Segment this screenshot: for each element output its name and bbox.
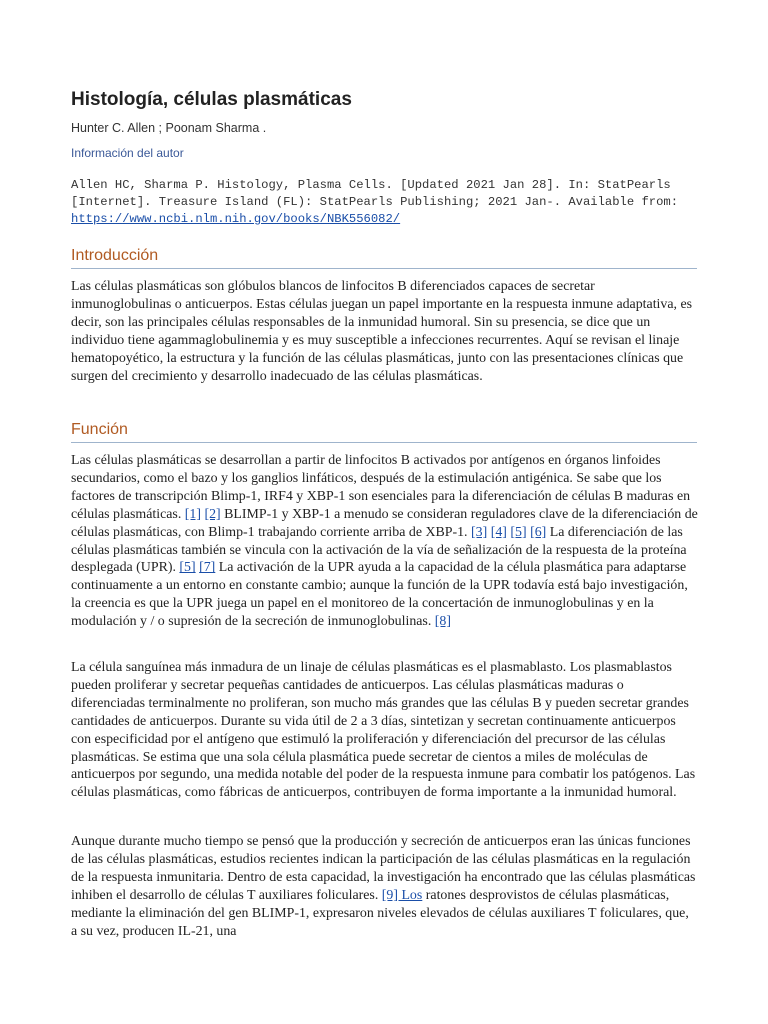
reference-link-7[interactable]: [7]	[199, 560, 216, 576]
paragraph-text: Aunque durante mucho tiempo se pensó que la producción y secreción de anticuerpos eran las únicas funciones de las células plasmáticas, estudios recientes indican la participación de las células plasmáticas en la regulación de la respuesta inmunitaria. Dentro de esta capacidad, la investigación ha encontrado que las células plasmáticas inhiben el desarrollo de células T auxiliares foliculares.	[71, 834, 696, 903]
author-info-link[interactable]: Información del autor	[71, 146, 184, 160]
reference-link-5[interactable]: [5]	[510, 524, 527, 540]
page-title: Histología, células plasmáticas	[71, 89, 352, 110]
paragraph-text: BLIMP-1 y XBP-1 a menudo se consideran reguladores clave de la diferenciación de células plasmáticas, con Blimp-1 trabajando corriente arriba de XBP-1.	[71, 506, 698, 540]
citation-block	[71, 177, 701, 228]
citation-line-1: Allen HC, Sharma P. Histology, Plasma Cells. [Updated 2021 Jan 28]. In: StatPearls	[71, 178, 671, 192]
reference-link-1[interactable]: [1]	[184, 506, 201, 522]
paragraph-text: Las células plasmáticas se desarrollan a partir de linfocitos B activados por antígenos en órganos linfoides secundarios, como el bazo y los ganglios linfáticos, después de la estimulación antigénica. Se sabe que los factores de transcripción Blimp-1, IRF4 y XBP-1 son esenciales para la diferenciación de células B maduras en células plasmáticas.	[71, 453, 691, 522]
paragraph-text: ratones desprovistos de células plasmáticas, mediante la eliminación del gen BLIMP-1, expresaron niveles elevados de células auxiliares T foliculares, que, a su vez, producen IL-21, una	[71, 887, 689, 939]
reference-link-4[interactable]: [4]	[490, 524, 507, 540]
paragraph-text: La diferenciación de las células plasmáticas también se vincula con la activación de la vía de señalización de la respuesta de la proteína desplegada (UPR).	[71, 524, 687, 576]
reference-link-2[interactable]: [2]	[204, 506, 221, 522]
reference-link-3[interactable]: [3]	[471, 524, 488, 540]
funcion-paragraph-2: La célula sanguínea más inmadura de un linaje de células plasmáticas es el plasmablasto. Los plasmablastos pueden proliferar y secretar pequeñas cantidades de anticuerpos. Las células plasmáticas maduras o diferenciadas terminalmente no proliferan, son mucho más grandes que las células B y pueden secretar grandes cantidades de anticuerpos. Durante su vida útil de 2 a 3 días, sintetizan y secretan continuamente anticuerpos con especificidad por el antígeno que estimuló la proliferación y diferenciación del precursor de las células plasmáticas. Se estima que una sola célula plasmática puede secretar de cientos a miles de moléculas de anticuerpos por segundo, una medida notable del poder de la respuesta inmune para combatir los patógenos. Las células plasmáticas, como fábricas de anticuerpos, contribuyen de forma importante a la inmunidad humoral.	[71, 660, 696, 801]
section-heading-funcion: Función	[71, 421, 697, 443]
authors-line: Hunter C. Allen ; Poonam Sharma .	[71, 121, 267, 135]
intro-paragraph: Las células plasmáticas son glóbulos blancos de linfocitos B diferenciados capaces de secretar inmunoglobulinas o anticuerpos. Estas células juegan un papel importante en la respuesta inmune adaptativa, es decir, son las principales células responsables de la inmunidad humoral. Sin su presencia, se dice que un individuo tiene agammaglobulinemia y es muy susceptible a infecciones recurrentes. Aquí se revisan el linaje hematopoyético, la estructura y la función de las células plasmáticas, junto con las presentaciones clínicas que surgen del crecimiento y desarrollo inadecuado de las células plasmáticas.	[71, 279, 693, 384]
section-heading-introduccion: Introducción	[71, 247, 697, 269]
citation-line-2: [Internet]. Treasure Island (FL): StatPearls Publishing; 2021 Jan-. Available from:	[71, 195, 679, 209]
reference-link-8[interactable]: [8]	[434, 614, 451, 630]
funcion-paragraph-3	[71, 833, 698, 940]
reference-link-9[interactable]: [9] Los	[381, 887, 423, 903]
reference-link-6[interactable]: [6]	[530, 524, 547, 540]
funcion-paragraph-1	[71, 452, 698, 631]
citation-url-link[interactable]: https://www.ncbi.nlm.nih.gov/books/NBK556082/	[71, 212, 401, 226]
reference-link-5b[interactable]: [5]	[179, 560, 196, 576]
paragraph-text: La activación de la UPR ayuda a la capacidad de la célula plasmática para adaptarse continuamente a un entorno en constante cambio; aunque la función de la UPR todavía está bajo investigación, la creencia es que la UPR juega un papel en el monitoreo de la concertación de inmunoglobulinas y en la modulación y / o supresión de la secreción de inmunoglobulinas.	[71, 560, 688, 630]
